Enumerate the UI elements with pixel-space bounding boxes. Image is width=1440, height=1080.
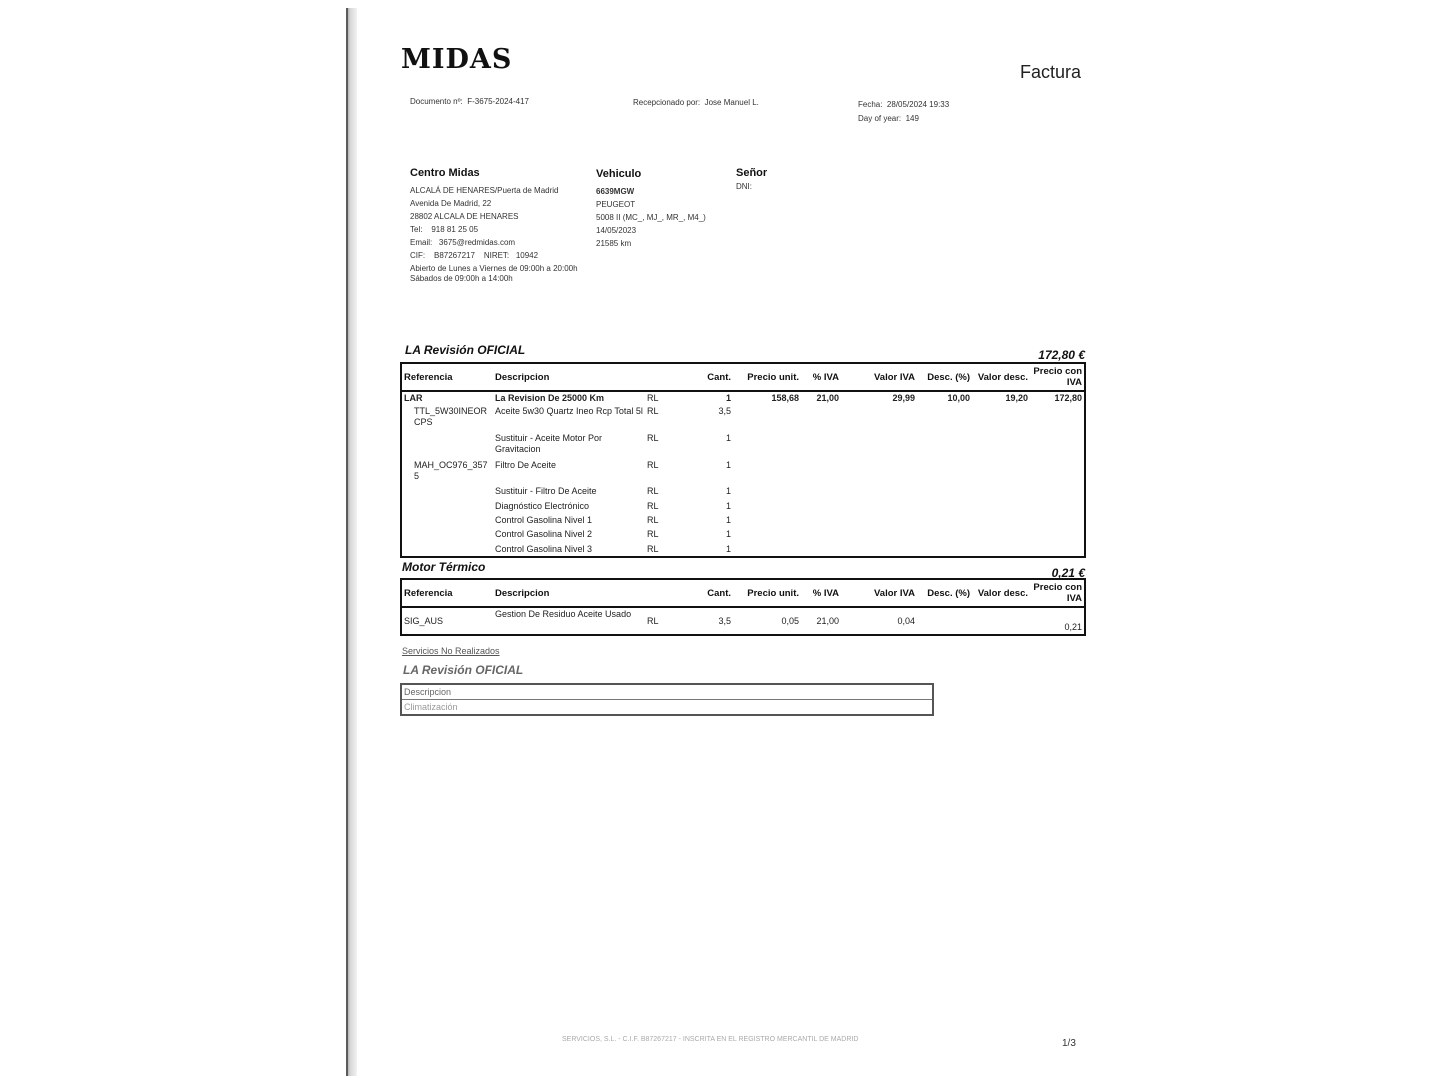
cell-unit: RL [647,432,659,443]
vehiculo-plate: 6639MGW [596,187,635,196]
cell-unit: RL [647,615,659,626]
cell-cant: 1 [725,459,731,470]
cell-desc: Aceite 5w30 Quartz Ineo Rcp Total 5l [495,406,643,417]
cell-desc: Control Gasolina Nivel 2 [495,529,593,540]
midas-logo: MIDAS [401,44,513,75]
cell-precio: 0,05 [781,615,799,626]
cell-desc: Control Gasolina Nivel 1 [495,514,593,525]
table-row [401,485,1085,499]
vehiculo-line: 5008 II (MC_, MJ_, MR_, M4_) [596,213,706,222]
cell-cant: 1 [725,432,731,443]
cell-unit: RL [647,514,659,525]
cell-ref: SIG_AUS [404,615,444,626]
cell-desc: Sustituir - Filtro De Aceite [495,486,597,497]
cell-unit: RL [647,459,659,470]
documento-number: Documento nº: F-3675-2024-417 [410,97,530,106]
centro-line: 28802 ALCALA DE HENARES [410,212,519,221]
cell-desc: Sustituir - Aceite Motor Por Gravitacion [495,432,603,454]
col-referencia: Referencia [401,579,493,607]
col-unit [645,363,673,391]
cell-ref [401,432,493,459]
col-cant: Cant. [673,363,733,391]
page-number: 1/3 [1062,1038,1076,1049]
cell-ref [401,528,493,542]
cell-cant: 1 [725,486,731,497]
cell-valor-desc: 19,20 [1005,393,1028,403]
cell-desc-pct: 10,00 [947,393,970,403]
cell-unit: RL [647,500,659,511]
no-realizados-box [400,683,934,716]
no-realizados-header: Descripcion [404,687,452,697]
col-valor-iva: Valor IVA [841,363,917,391]
cell-precio: 158,68 [771,393,799,403]
col-iva: % IVA [801,579,841,607]
cell-unit: RL [647,486,659,497]
col-precio-unit: Precio unit. [733,579,801,607]
col-valor-desc: Valor desc. [972,363,1030,391]
no-realizados-subtitle: LA Revisión OFICIAL [403,663,524,677]
cell-desc: Filtro De Aceite [495,459,557,470]
cell-ref [401,500,493,514]
col-desc-pct: Desc. (%) [917,363,972,391]
cell-valor-iva: 29,99 [892,393,915,403]
section-total-revision: 172,80 € [1038,348,1085,362]
cell-unit: RL [647,393,659,403]
cell-desc: Diagnóstico Electrónico [495,500,590,511]
col-precio-unit: Precio unit. [733,363,801,391]
table-row [401,514,1085,528]
col-precio-iva: Precio con IVA [1030,363,1085,391]
section-title-revision: LA Revisión OFICIAL [405,343,526,357]
table-row [401,500,1085,514]
centro-line: ALCALÁ DE HENARES/Puerta de Madrid [410,186,559,195]
cell-valor-desc [972,607,1030,635]
table-row [401,391,1085,405]
centro-line: Tel: 918 81 25 05 [410,225,479,234]
cell-desc: La Revision De 25000 Km [495,393,605,403]
col-valor-iva: Valor IVA [841,579,917,607]
centro-line: CIF: B87267217 NIRET: 10942 [410,251,539,260]
cell-cant: 3,5 [718,406,731,417]
cell-iva: 21,00 [816,393,839,403]
centro-title: Centro Midas [410,167,480,179]
vehiculo-line: PEUGEOT [596,200,636,209]
cell-cant: 1 [725,500,731,511]
cell-cant: 1 [725,543,731,554]
cell-cant: 1 [725,514,731,525]
vehiculo-line: 14/05/2023 [596,226,637,235]
day-of-year: Day of year: 149 [858,114,919,123]
cell-ref [401,485,493,499]
section-title-motor: Motor Térmico [402,560,486,574]
recepcionado-por: Recepcionado por: Jose Manuel L. [633,98,759,107]
section-total-motor: 0,21 € [1051,566,1085,580]
cell-unit: RL [647,529,659,540]
table-row [401,405,1085,432]
col-unit [645,579,673,607]
cell-iva: 21,00 [816,615,839,626]
cell-desc: Gestion De Residuo Aceite Usado [495,609,632,619]
fecha: Fecha: 28/05/2024 19:33 [858,100,950,109]
col-descripcion: Descripcion [493,579,645,607]
vehiculo-title: Vehiculo [596,168,642,180]
centro-line: Email: 3675@redmidas.com [410,238,516,247]
cliente-title: Señor [736,167,768,179]
cell-desc-pct [917,607,972,635]
col-cant: Cant. [673,579,733,607]
cell-unit: RL [647,543,659,554]
cell-desc: Control Gasolina Nivel 3 [495,543,593,554]
col-valor-desc: Valor desc. [972,579,1030,607]
cell-cant: 3,5 [718,615,731,626]
cell-cant: 1 [725,393,731,403]
cell-ref [401,543,493,557]
table-row [401,543,1085,557]
cell-precio-iva: 0,21 [1064,622,1082,632]
cell-precio-iva: 172,80 [1054,393,1082,403]
col-iva: % IVA [801,363,841,391]
col-referencia: Referencia [401,363,493,391]
table-row [401,432,1085,459]
scan-edge-line [346,8,348,1076]
cell-ref [401,514,493,528]
motor-table [400,578,1086,636]
cell-ref: MAH_OC976_357 5 [414,459,488,481]
table-row [401,528,1085,542]
no-realizados-title: Servicios No Realizados [402,646,500,656]
document-title: Factura [1020,62,1082,82]
revision-table [400,362,1086,558]
col-descripcion: Descripcion [493,363,645,391]
cell-valor-iva: 0,04 [897,615,915,626]
cell-cant: 1 [725,529,731,540]
cell-unit: RL [647,406,659,417]
table-row [401,607,1085,635]
col-desc-pct: Desc. (%) [917,579,972,607]
centro-line: Sábados de 09:00h a 14:00h [410,274,513,283]
cell-ref: TTL_5W30INEOR CPS [414,406,488,428]
cell-ref: LAR [404,393,423,403]
footer-legal-text: SERVICIOS, S.L. - C.I.F. B87267217 - INSCRITA EN EL REGISTRO MERCANTIL DE MADRID [562,1036,859,1043]
centro-line: Avenida De Madrid, 22 [410,199,492,208]
no-realizados-row: Climatización [402,699,932,714]
col-precio-iva: Precio con IVA [1030,579,1085,607]
centro-line: Abierto de Lunes a Viernes de 09:00h a 20:00h [410,264,578,273]
cliente-dni-label: DNI: [736,182,752,191]
table-row [401,459,1085,486]
vehiculo-line: 21585 km [596,239,632,248]
